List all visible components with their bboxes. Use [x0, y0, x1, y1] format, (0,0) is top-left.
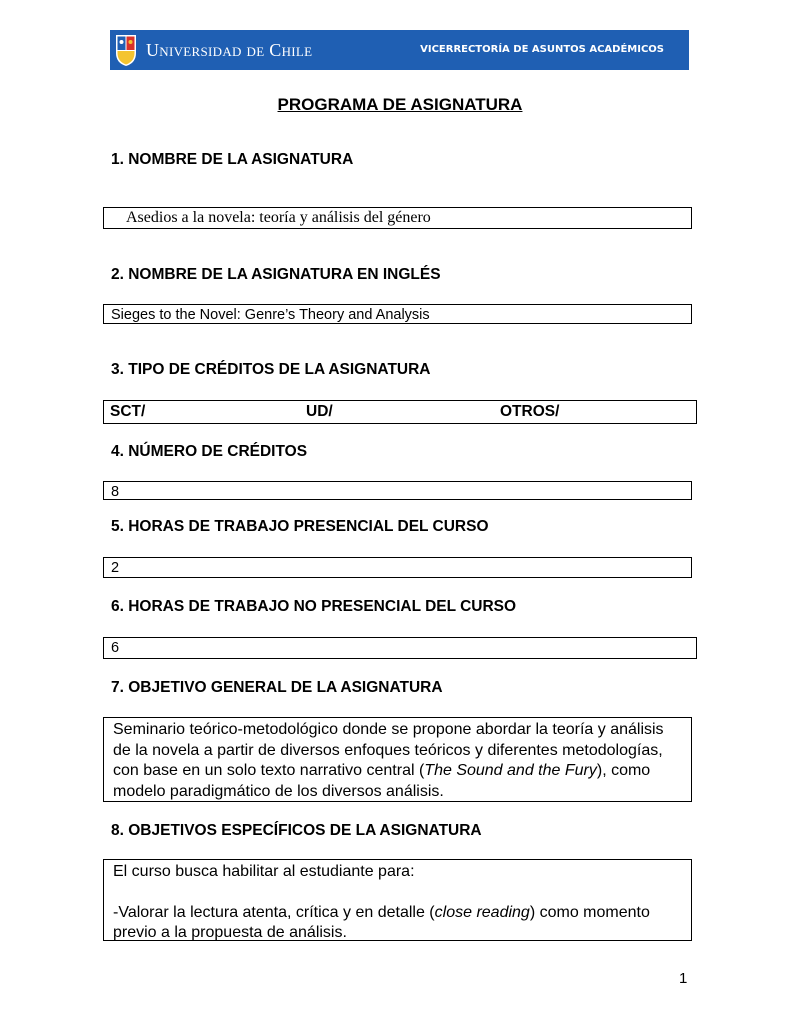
course-name-field: Asedios a la novela: teoría y análisis del género — [103, 207, 692, 229]
general-objective-box — [103, 717, 692, 802]
presential-hours-field: 2 — [103, 557, 692, 578]
page-title: PROGRAMA DE ASIGNATURA — [277, 95, 523, 114]
credit-types-row — [103, 400, 697, 424]
section-4-heading: 4. NÚMERO DE CRÉDITOS — [111, 443, 308, 460]
section-6-heading: 6. HORAS DE TRABAJO NO PRESENCIAL DEL CURSO — [111, 598, 517, 615]
university-name: Universidad de Chile — [146, 40, 313, 60]
section-2-heading: 2. NOMBRE DE LA ASIGNATURA EN INGLÉS — [111, 266, 441, 283]
sct-label: SCT/ — [110, 403, 146, 420]
otros-label: OTROS/ — [500, 403, 560, 420]
section-3-heading: 3. TIPO DE CRÉDITOS DE LA ASIGNATURA — [111, 361, 431, 378]
non-presential-hours-field: 6 — [103, 637, 697, 659]
english-name-field: Sieges to the Novel: Genre’s Theory and Analysis — [103, 304, 692, 324]
ud-label: UD/ — [306, 403, 333, 420]
specific-objective-item: -Valorar la lectura atenta, crítica y en detalle (close reading) como momento previo a la propuesta de análisis. — [113, 903, 650, 941]
section-8-heading: 8. OBJETIVOS ESPECÍFICOS DE LA ASIGNATURA — [111, 822, 482, 839]
novel-title: The Sound and the Fury — [424, 762, 597, 779]
university-crest-icon — [114, 33, 138, 67]
specific-objectives-intro: El curso busca habilitar al estudiante para: — [113, 863, 415, 880]
general-objective-text: Seminario teórico-metodológico donde se propone abordar la teoría y análisis de la novela a partir de diversos enfoques teóricos y diferentes metodologías, con base en un solo texto narrativo central (The Sound and the Fury), como modelo paradigmático de los diversos análisis. — [113, 721, 664, 800]
section-1-heading: 1. NOMBRE DE LA ASIGNATURA — [111, 151, 354, 168]
credits-number-field: 8 — [103, 481, 692, 500]
section-7-heading: 7. OBJETIVO GENERAL DE LA ASIGNATURA — [111, 679, 443, 696]
page-number: 1 — [679, 970, 688, 987]
specific-objectives-box — [103, 859, 692, 941]
section-5-heading: 5. HORAS DE TRABAJO PRESENCIAL DEL CURSO — [111, 518, 489, 535]
department-name: VICERRECTORÍA DE ASUNTOS ACADÉMICOS — [420, 44, 664, 55]
close-reading-term: close reading — [434, 903, 530, 921]
header-banner — [110, 30, 689, 70]
